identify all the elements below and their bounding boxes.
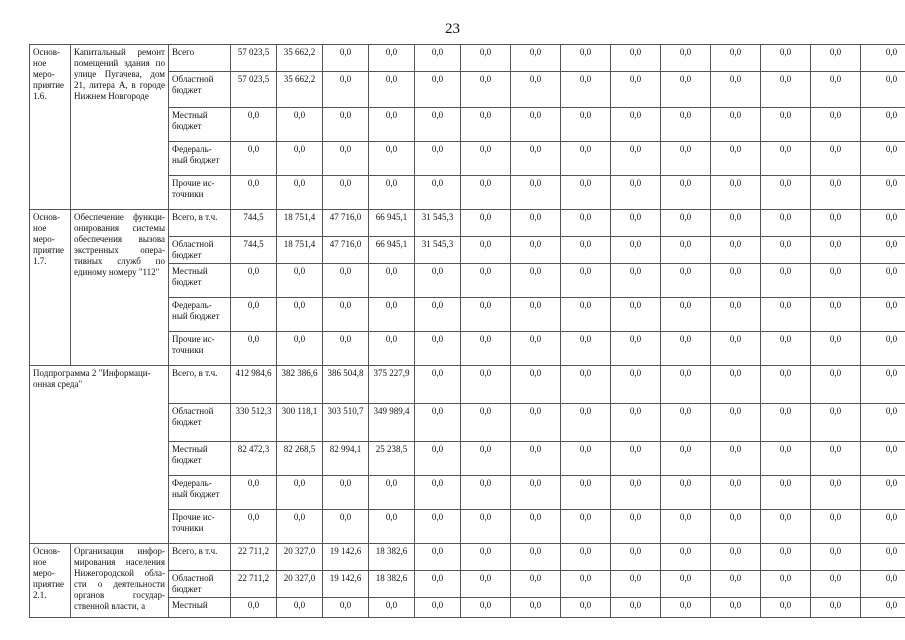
amount-value: 0,0 xyxy=(461,210,511,237)
funding-source: Всего, в т.ч. xyxy=(169,210,231,237)
amount-value: 0,0 xyxy=(711,298,761,332)
amount-value: 744,5 xyxy=(231,237,277,264)
amount-value: 0,0 xyxy=(761,108,811,142)
amount-value: 0,0 xyxy=(611,442,661,476)
amount-value: 0,0 xyxy=(861,237,905,264)
amount-value: 0,0 xyxy=(761,264,811,298)
amount-value: 0,0 xyxy=(611,237,661,264)
amount-value: 0,0 xyxy=(277,264,323,298)
amount-value: 0,0 xyxy=(711,176,761,210)
amount-value: 0,0 xyxy=(661,442,711,476)
amount-value: 0,0 xyxy=(323,510,369,544)
amount-value: 0,0 xyxy=(561,237,611,264)
amount-value: 22 711,2 xyxy=(231,544,277,571)
amount-value: 66 945,1 xyxy=(369,237,415,264)
measure-name: Обеспечение функци-онирования системы обеспечения вызова экстренных опера-тивных служб по единому номеру "112" xyxy=(71,210,169,366)
amount-value: 0,0 xyxy=(369,142,415,176)
amount-value: 0,0 xyxy=(415,176,461,210)
amount-value: 0,0 xyxy=(415,404,461,442)
amount-value: 0,0 xyxy=(461,598,511,618)
amount-value: 0,0 xyxy=(369,72,415,108)
table-row xyxy=(30,366,905,404)
amount-value: 0,0 xyxy=(231,176,277,210)
amount-value: 82 994,1 xyxy=(323,442,369,476)
amount-value: 0,0 xyxy=(661,571,711,598)
amount-value: 412 984,6 xyxy=(231,366,277,404)
amount-value: 0,0 xyxy=(323,45,369,72)
amount-value: 0,0 xyxy=(511,442,561,476)
amount-value: 0,0 xyxy=(369,476,415,510)
amount-value: 0,0 xyxy=(511,72,561,108)
amount-value: 0,0 xyxy=(711,442,761,476)
amount-value: 0,0 xyxy=(369,298,415,332)
amount-value: 0,0 xyxy=(415,45,461,72)
amount-value: 0,0 xyxy=(661,476,711,510)
amount-value: 0,0 xyxy=(511,108,561,142)
amount-value: 20 327,0 xyxy=(277,571,323,598)
amount-value: 0,0 xyxy=(231,298,277,332)
measure-name: Организация инфор-мирования населения Нижегородской обла-сти о деятельности органов государ-ственной власти, а xyxy=(71,544,169,618)
amount-value: 0,0 xyxy=(323,332,369,366)
amount-value: 0,0 xyxy=(561,510,611,544)
amount-value: 0,0 xyxy=(277,298,323,332)
amount-value: 0,0 xyxy=(461,264,511,298)
amount-value: 0,0 xyxy=(561,366,611,404)
amount-value: 0,0 xyxy=(761,598,811,618)
amount-value: 0,0 xyxy=(711,571,761,598)
amount-value: 0,0 xyxy=(811,404,861,442)
amount-value: 0,0 xyxy=(415,142,461,176)
amount-value: 0,0 xyxy=(561,544,611,571)
amount-value: 0,0 xyxy=(861,142,905,176)
amount-value: 0,0 xyxy=(661,510,711,544)
amount-value: 0,0 xyxy=(611,45,661,72)
table-row xyxy=(30,544,905,571)
amount-value: 0,0 xyxy=(415,510,461,544)
amount-value: 0,0 xyxy=(811,176,861,210)
amount-value: 0,0 xyxy=(811,510,861,544)
amount-value: 0,0 xyxy=(369,598,415,618)
amount-value: 35 662,2 xyxy=(277,45,323,72)
amount-value: 0,0 xyxy=(231,108,277,142)
amount-value: 0,0 xyxy=(761,176,811,210)
amount-value: 0,0 xyxy=(461,544,511,571)
amount-value: 0,0 xyxy=(461,476,511,510)
amount-value: 0,0 xyxy=(661,176,711,210)
table-row xyxy=(30,45,905,72)
funding-source: Местный бюджет xyxy=(169,108,231,142)
amount-value: 47 716,0 xyxy=(323,210,369,237)
amount-value: 0,0 xyxy=(511,332,561,366)
amount-value: 0,0 xyxy=(323,176,369,210)
amount-value: 0,0 xyxy=(861,264,905,298)
amount-value: 382 386,6 xyxy=(277,366,323,404)
amount-value: 18 751,4 xyxy=(277,210,323,237)
amount-value: 0,0 xyxy=(861,108,905,142)
amount-value: 0,0 xyxy=(711,108,761,142)
amount-value: 0,0 xyxy=(661,366,711,404)
amount-value: 22 711,2 xyxy=(231,571,277,598)
amount-value: 0,0 xyxy=(415,332,461,366)
amount-value: 0,0 xyxy=(711,45,761,72)
amount-value: 0,0 xyxy=(511,544,561,571)
amount-value: 0,0 xyxy=(511,476,561,510)
funding-source: Всего xyxy=(169,45,231,72)
amount-value: 0,0 xyxy=(511,571,561,598)
amount-value: 0,0 xyxy=(277,476,323,510)
amount-value: 0,0 xyxy=(369,176,415,210)
amount-value: 25 238,5 xyxy=(369,442,415,476)
amount-value: 0,0 xyxy=(461,442,511,476)
amount-value: 0,0 xyxy=(611,571,661,598)
amount-value: 0,0 xyxy=(511,598,561,618)
amount-value: 0,0 xyxy=(511,210,561,237)
amount-value: 0,0 xyxy=(611,332,661,366)
amount-value: 0,0 xyxy=(661,404,711,442)
budget-table xyxy=(29,44,905,618)
amount-value: 349 989,4 xyxy=(369,404,415,442)
amount-value: 0,0 xyxy=(811,332,861,366)
amount-value: 300 118,1 xyxy=(277,404,323,442)
amount-value: 0,0 xyxy=(461,45,511,72)
amount-value: 0,0 xyxy=(461,404,511,442)
amount-value: 0,0 xyxy=(415,598,461,618)
amount-value: 0,0 xyxy=(511,176,561,210)
amount-value: 0,0 xyxy=(661,72,711,108)
amount-value: 0,0 xyxy=(761,332,811,366)
amount-value: 0,0 xyxy=(323,72,369,108)
amount-value: 0,0 xyxy=(415,108,461,142)
amount-value: 0,0 xyxy=(611,510,661,544)
amount-value: 0,0 xyxy=(761,544,811,571)
amount-value: 0,0 xyxy=(323,298,369,332)
funding-source: Федераль-ный бюджет xyxy=(169,476,231,510)
amount-value: 0,0 xyxy=(461,298,511,332)
funding-source: Федераль-ный бюджет xyxy=(169,298,231,332)
amount-value: 0,0 xyxy=(611,298,661,332)
amount-value: 0,0 xyxy=(369,264,415,298)
amount-value: 0,0 xyxy=(323,142,369,176)
amount-value: 0,0 xyxy=(561,45,611,72)
amount-value: 0,0 xyxy=(323,598,369,618)
amount-value: 0,0 xyxy=(561,176,611,210)
amount-value: 0,0 xyxy=(761,404,811,442)
amount-value: 0,0 xyxy=(323,264,369,298)
amount-value: 0,0 xyxy=(611,176,661,210)
amount-value: 47 716,0 xyxy=(323,237,369,264)
amount-value: 0,0 xyxy=(461,366,511,404)
amount-value: 0,0 xyxy=(415,571,461,598)
amount-value: 0,0 xyxy=(761,45,811,72)
amount-value: 18 382,6 xyxy=(369,571,415,598)
amount-value: 0,0 xyxy=(323,108,369,142)
amount-value: 0,0 xyxy=(811,264,861,298)
amount-value: 0,0 xyxy=(711,510,761,544)
amount-value: 0,0 xyxy=(561,210,611,237)
funding-source: Местный бюджет xyxy=(169,264,231,298)
amount-value: 0,0 xyxy=(277,142,323,176)
funding-source: Областной бюджет xyxy=(169,72,231,108)
amount-value: 0,0 xyxy=(561,264,611,298)
amount-value: 0,0 xyxy=(511,298,561,332)
amount-value: 0,0 xyxy=(811,142,861,176)
amount-value: 0,0 xyxy=(711,72,761,108)
amount-value: 0,0 xyxy=(761,366,811,404)
amount-value: 0,0 xyxy=(661,332,711,366)
amount-value: 0,0 xyxy=(611,404,661,442)
amount-value: 0,0 xyxy=(711,237,761,264)
amount-value: 0,0 xyxy=(711,264,761,298)
amount-value: 0,0 xyxy=(415,544,461,571)
amount-value: 0,0 xyxy=(861,404,905,442)
amount-value: 0,0 xyxy=(561,571,611,598)
amount-value: 0,0 xyxy=(611,366,661,404)
amount-value: 0,0 xyxy=(277,598,323,618)
amount-value: 35 662,2 xyxy=(277,72,323,108)
amount-value: 0,0 xyxy=(231,476,277,510)
amount-value: 0,0 xyxy=(711,476,761,510)
amount-value: 82 472,3 xyxy=(231,442,277,476)
amount-value: 0,0 xyxy=(661,210,711,237)
amount-value: 0,0 xyxy=(861,510,905,544)
amount-value: 0,0 xyxy=(611,544,661,571)
amount-value: 19 142,6 xyxy=(323,544,369,571)
amount-value: 0,0 xyxy=(661,298,711,332)
amount-value: 0,0 xyxy=(811,476,861,510)
amount-value: 0,0 xyxy=(511,142,561,176)
amount-value: 0,0 xyxy=(611,598,661,618)
page-number: 23 xyxy=(445,21,460,37)
amount-value: 0,0 xyxy=(231,332,277,366)
amount-value: 0,0 xyxy=(561,332,611,366)
amount-value: 0,0 xyxy=(861,332,905,366)
amount-value: 0,0 xyxy=(369,108,415,142)
funding-source: Местный xyxy=(169,598,231,618)
amount-value: 66 945,1 xyxy=(369,210,415,237)
amount-value: 0,0 xyxy=(711,366,761,404)
amount-value: 0,0 xyxy=(561,72,611,108)
amount-value: 0,0 xyxy=(711,404,761,442)
amount-value: 0,0 xyxy=(711,142,761,176)
amount-value: 0,0 xyxy=(415,298,461,332)
measure-name: Капитальный ремонт помещений здания по улице Пугачева, дом 21, литера А, в городе Нижнем Новгороде xyxy=(71,45,169,210)
amount-value: 0,0 xyxy=(461,108,511,142)
amount-value: 18 751,4 xyxy=(277,237,323,264)
funding-source: Областной бюджет xyxy=(169,571,231,598)
amount-value: 0,0 xyxy=(811,72,861,108)
table-row xyxy=(30,210,905,237)
amount-value: 0,0 xyxy=(711,544,761,571)
amount-value: 19 142,6 xyxy=(323,571,369,598)
amount-value: 0,0 xyxy=(811,298,861,332)
amount-value: 0,0 xyxy=(277,108,323,142)
amount-value: 0,0 xyxy=(661,108,711,142)
amount-value: 0,0 xyxy=(861,210,905,237)
amount-value: 0,0 xyxy=(461,72,511,108)
amount-value: 0,0 xyxy=(811,544,861,571)
amount-value: 0,0 xyxy=(415,264,461,298)
amount-value: 0,0 xyxy=(861,366,905,404)
amount-value: 0,0 xyxy=(861,176,905,210)
amount-value: 0,0 xyxy=(561,108,611,142)
amount-value: 20 327,0 xyxy=(277,544,323,571)
amount-value: 0,0 xyxy=(611,108,661,142)
amount-value: 0,0 xyxy=(761,210,811,237)
amount-value: 0,0 xyxy=(661,264,711,298)
amount-value: 303 510,7 xyxy=(323,404,369,442)
amount-value: 0,0 xyxy=(611,264,661,298)
amount-value: 57 023,5 xyxy=(231,72,277,108)
funding-source: Прочие ис-точники xyxy=(169,510,231,544)
amount-value: 744,5 xyxy=(231,210,277,237)
amount-value: 0,0 xyxy=(861,598,905,618)
amount-value: 0,0 xyxy=(761,298,811,332)
amount-value: 0,0 xyxy=(277,510,323,544)
amount-value: 0,0 xyxy=(761,72,811,108)
amount-value: 0,0 xyxy=(861,298,905,332)
amount-value: 31 545,3 xyxy=(415,237,461,264)
amount-value: 0,0 xyxy=(511,237,561,264)
amount-value: 0,0 xyxy=(461,332,511,366)
amount-value: 0,0 xyxy=(511,510,561,544)
amount-value: 0,0 xyxy=(561,298,611,332)
funding-source: Областной бюджет xyxy=(169,237,231,264)
measure-label: Основ- ное меро- приятие 1.6. xyxy=(30,45,71,210)
amount-value: 0,0 xyxy=(561,476,611,510)
amount-value: 57 023,5 xyxy=(231,45,277,72)
subprogram-title: Подпрограмма 2 "Информаци-онная среда" xyxy=(30,366,169,544)
amount-value: 0,0 xyxy=(611,142,661,176)
amount-value: 0,0 xyxy=(711,210,761,237)
amount-value: 0,0 xyxy=(761,510,811,544)
amount-value: 0,0 xyxy=(461,237,511,264)
amount-value: 0,0 xyxy=(861,544,905,571)
amount-value: 0,0 xyxy=(811,108,861,142)
amount-value: 0,0 xyxy=(611,210,661,237)
amount-value: 0,0 xyxy=(611,72,661,108)
amount-value: 0,0 xyxy=(369,45,415,72)
amount-value: 0,0 xyxy=(561,142,611,176)
amount-value: 0,0 xyxy=(511,366,561,404)
amount-value: 0,0 xyxy=(231,510,277,544)
amount-value: 0,0 xyxy=(561,442,611,476)
amount-value: 0,0 xyxy=(511,264,561,298)
amount-value: 0,0 xyxy=(761,237,811,264)
amount-value: 0,0 xyxy=(661,544,711,571)
measure-label: Основ- ное меро- приятие 1.7. xyxy=(30,210,71,366)
amount-value: 0,0 xyxy=(761,442,811,476)
amount-value: 0,0 xyxy=(811,442,861,476)
amount-value: 0,0 xyxy=(861,442,905,476)
amount-value: 0,0 xyxy=(231,264,277,298)
amount-value: 18 382,6 xyxy=(369,544,415,571)
amount-value: 0,0 xyxy=(811,237,861,264)
funding-source: Местный бюджет xyxy=(169,442,231,476)
amount-value: 0,0 xyxy=(277,332,323,366)
amount-value: 0,0 xyxy=(369,510,415,544)
amount-value: 375 227,9 xyxy=(369,366,415,404)
amount-value: 0,0 xyxy=(811,210,861,237)
amount-value: 0,0 xyxy=(561,404,611,442)
amount-value: 0,0 xyxy=(511,45,561,72)
amount-value: 0,0 xyxy=(711,598,761,618)
funding-source: Всего, в т.ч. xyxy=(169,366,231,404)
amount-value: 0,0 xyxy=(861,45,905,72)
amount-value: 0,0 xyxy=(811,366,861,404)
amount-value: 0,0 xyxy=(611,476,661,510)
amount-value: 0,0 xyxy=(323,476,369,510)
funding-source: Прочие ис-точники xyxy=(169,332,231,366)
amount-value: 0,0 xyxy=(711,332,761,366)
measure-label: Основ- ное меро- приятие 2.1. xyxy=(30,544,71,618)
amount-value: 0,0 xyxy=(415,476,461,510)
amount-value: 0,0 xyxy=(231,598,277,618)
amount-value: 0,0 xyxy=(761,142,811,176)
amount-value: 0,0 xyxy=(761,476,811,510)
amount-value: 0,0 xyxy=(661,45,711,72)
amount-value: 0,0 xyxy=(461,142,511,176)
funding-source: Прочие ис-точники xyxy=(169,176,231,210)
amount-value: 0,0 xyxy=(811,45,861,72)
amount-value: 0,0 xyxy=(461,176,511,210)
amount-value: 0,0 xyxy=(811,571,861,598)
funding-source: Всего, в т.ч. xyxy=(169,544,231,571)
amount-value: 0,0 xyxy=(661,142,711,176)
amount-value: 31 545,3 xyxy=(415,210,461,237)
amount-value: 0,0 xyxy=(811,598,861,618)
amount-value: 0,0 xyxy=(369,332,415,366)
amount-value: 330 512,3 xyxy=(231,404,277,442)
funding-source: Федераль-ный бюджет xyxy=(169,142,231,176)
amount-value: 0,0 xyxy=(461,571,511,598)
amount-value: 0,0 xyxy=(661,598,711,618)
amount-value: 386 504,8 xyxy=(323,366,369,404)
amount-value: 0,0 xyxy=(661,237,711,264)
amount-value: 82 268,5 xyxy=(277,442,323,476)
amount-value: 0,0 xyxy=(461,510,511,544)
funding-source: Областной бюджет xyxy=(169,404,231,442)
amount-value: 0,0 xyxy=(511,404,561,442)
amount-value: 0,0 xyxy=(231,142,277,176)
amount-value: 0,0 xyxy=(861,571,905,598)
amount-value: 0,0 xyxy=(415,442,461,476)
amount-value: 0,0 xyxy=(277,176,323,210)
amount-value: 0,0 xyxy=(415,366,461,404)
amount-value: 0,0 xyxy=(761,571,811,598)
amount-value: 0,0 xyxy=(415,72,461,108)
amount-value: 0,0 xyxy=(861,72,905,108)
amount-value: 0,0 xyxy=(861,476,905,510)
amount-value: 0,0 xyxy=(561,598,611,618)
